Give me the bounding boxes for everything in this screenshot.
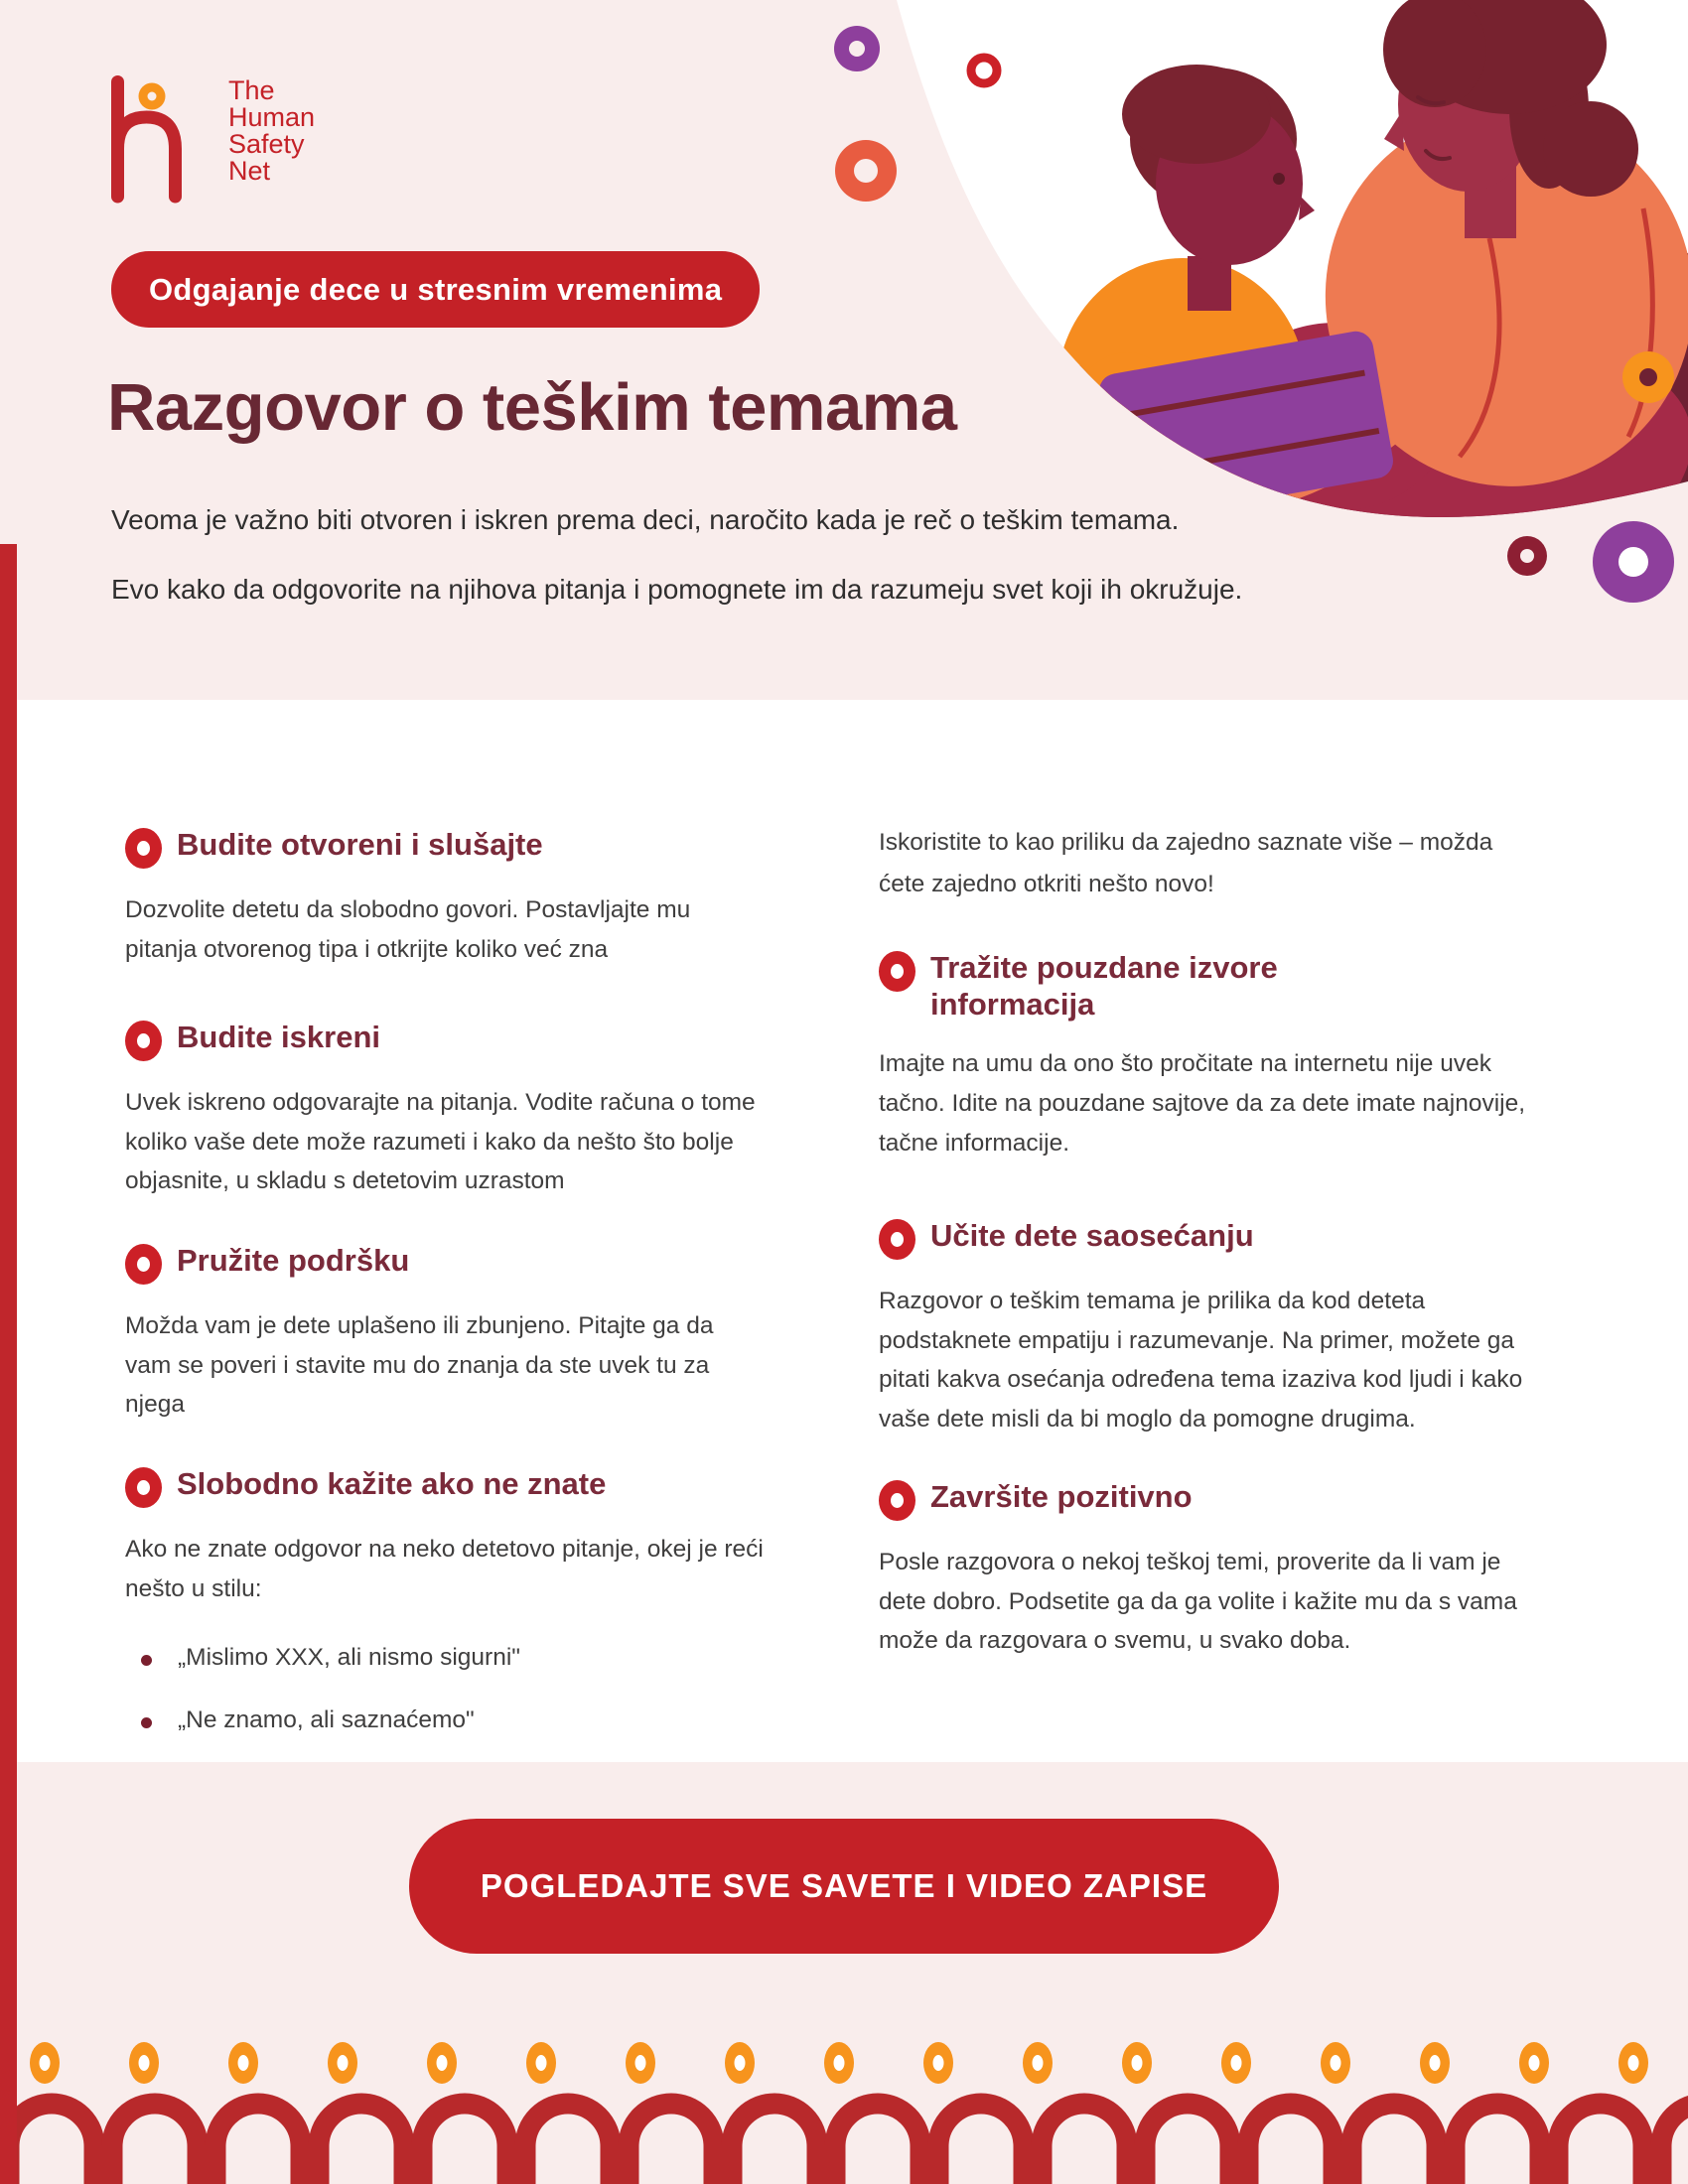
tip-heading-row: [125, 826, 766, 869]
list-item-text: „Ne znamo, ali saznaćemo": [178, 1706, 475, 1734]
left-edge-stripe: [0, 544, 17, 2184]
brand-logo: [111, 69, 315, 208]
dot-hole: [1231, 2055, 1242, 2071]
tip-body: Razgovor o teškim temama je prilika da kod deteta podstaknete empatiju i razumevanje. Na primer, možete ga pitati kakva osećanja određena tema izaziva kod ljudi i kako vaše dete misli da bi moglo da pomogne drugima.: [879, 1288, 1523, 1433]
continuation-paragraph: Iskoristite to kao priliku da zajedno saznate više – možda ćete zajedno otkriti nešto novo!: [879, 829, 1493, 897]
dot-hole: [1033, 2055, 1044, 2071]
dot-hole: [139, 2055, 150, 2071]
o-bullet-icon: [879, 1480, 915, 1521]
tip-heading: Budite otvoreni i slušajte: [177, 827, 543, 862]
net-arch-shape: [112, 2104, 198, 2184]
maroon-donut-icon: [1507, 536, 1547, 576]
tip-heading: Budite iskreni: [177, 1020, 380, 1054]
tip-ucite-saosecanju: [879, 1217, 1534, 1439]
dot-hole: [437, 2055, 448, 2071]
dot-hole: [40, 2055, 51, 2071]
list-dot-icon: [141, 1717, 152, 1728]
tip-heading-row: [879, 949, 1534, 1023]
net-arch-shape: [1248, 2104, 1334, 2184]
dot-hole: [238, 2055, 249, 2071]
large-purple-donut-icon: [1593, 521, 1674, 603]
list-item: [125, 1706, 766, 1734]
net-arch-shape: [835, 2104, 920, 2184]
header: [0, 0, 1688, 700]
net-arch-shape: [1042, 2104, 1127, 2184]
view-all-tips-button[interactable]: POGLEDAJTE SVE SAVETE I VIDEO ZAPISE: [409, 1819, 1279, 1954]
dot-hole: [635, 2055, 646, 2071]
tip-body: Imajte na umu da ono što pročitate na internetu nije uvek tačno. Idite na pouzdane sajtove da za dete imate najnovije, tačne informacije.: [879, 1050, 1526, 1157]
tip-body: Ako ne znate odgovor na neko detetovo pitanje, okej je reći nešto u stilu:: [125, 1536, 764, 1602]
tip-trazite-izvore: [879, 949, 1534, 1162]
net-arch-shape: [938, 2104, 1024, 2184]
tip-heading-row: [125, 1465, 766, 1508]
brand-line: The: [228, 75, 275, 105]
bottom-border-pattern: [0, 2035, 1688, 2184]
dot-hole: [834, 2055, 845, 2071]
couch-donut-icon: [1622, 351, 1674, 403]
tip-heading: Učite dete saosećanju: [930, 1218, 1254, 1253]
net-arch-shape: [1351, 2104, 1437, 2184]
net-arch-shape: [629, 2104, 714, 2184]
tip-heading-row: [125, 1019, 766, 1061]
tip-body: Možda vam je dete uplašeno ili zbunjeno. Pitajte ga da vam se poveri i stavite mu do znanja da ste uvek tu za njega: [125, 1312, 714, 1419]
human-safety-net-logo-icon: [111, 69, 201, 208]
net-arch-shape: [1145, 2104, 1230, 2184]
list-dot-icon: [141, 1655, 152, 1666]
net-arch-shape: [422, 2104, 507, 2184]
tip-budite-otvoreni: [125, 826, 766, 969]
dot-hole: [338, 2055, 349, 2071]
net-arch-shape: [319, 2104, 404, 2184]
dot-hole: [536, 2055, 547, 2071]
topic-badge: Odgajanje dece u stresnim vremenima: [111, 251, 760, 328]
net-arch-shape: [525, 2104, 611, 2184]
dot-hole: [735, 2055, 746, 2071]
net-arch-shape: [732, 2104, 817, 2184]
o-bullet-icon: [125, 1244, 162, 1285]
tip-heading-row: [879, 1217, 1534, 1260]
tips-section: [0, 700, 1688, 1762]
purple-donut-icon: [834, 26, 880, 71]
intro-line-1: Veoma je važno biti otvoren i iskren prema deci, naročito kada je reč o teškim temama.: [111, 504, 1180, 535]
page-title: Razgovor o teškim temama: [107, 370, 957, 445]
dot-hole: [1529, 2055, 1540, 2071]
tip-heading: Slobodno kažite ako ne znate: [177, 1466, 607, 1501]
tip-body: Dozvolite detetu da slobodno govori. Postavljajte mu pitanja otvorenog tipa i otkrijte koliko već zna: [125, 896, 691, 963]
net-arch-shape: [1558, 2104, 1643, 2184]
net-arch-shape: [1661, 2104, 1688, 2184]
tip-body: Posle razgovora o nekoj teškoj temi, proverite da li vam je dete dobro. Podsetite ga da ga volite i kažite mu da s vama može da razgovara o svemu, u svako doba.: [879, 1549, 1517, 1655]
brand-line: Net: [228, 156, 271, 186]
bottom-band: [0, 1762, 1688, 2184]
tip-budite-iskreni: [125, 1019, 766, 1201]
dot-hole: [933, 2055, 944, 2071]
tip-zavrsite-pozitivno: [879, 1478, 1534, 1661]
salmon-donut-icon: [835, 140, 897, 202]
net-arch-shape: [1455, 2104, 1540, 2184]
tip-pruzite-podrsku: [125, 1242, 766, 1425]
dot-hole: [1628, 2055, 1639, 2071]
brand-line: Safety: [228, 129, 305, 159]
o-bullet-icon: [879, 951, 915, 992]
dot-hole: [1331, 2055, 1341, 2071]
brand-line: Human: [228, 102, 316, 132]
tip-heading-row: [879, 1478, 1534, 1521]
o-bullet-icon: [125, 1021, 162, 1061]
list-item-text: „Mislimo XXX, ali nismo sigurni": [178, 1644, 520, 1672]
tip-heading: Pružite podršku: [177, 1243, 410, 1278]
brand-wordmark: [228, 77, 315, 208]
list-item: [125, 1644, 766, 1672]
dot-hole: [1430, 2055, 1441, 2071]
o-bullet-icon: [125, 828, 162, 869]
net-arch-shape: [215, 2104, 301, 2184]
tip-heading: Tražite pouzdane izvore informacija: [930, 950, 1278, 1023]
dot-hole: [1132, 2055, 1143, 2071]
tip-heading-row: [125, 1242, 766, 1285]
o-bullet-icon: [125, 1467, 162, 1508]
o-bullet-icon: [879, 1219, 915, 1260]
tip-heading: Završite pozitivno: [930, 1479, 1193, 1514]
tip-body: Uvek iskreno odgovarajte na pitanja. Vodite računa o tome koliko vaše dete može razumeti i kako da nešto što bolje objasnite, u skladu s detetovim uzrastom: [125, 1089, 756, 1195]
net-arch-shape: [9, 2104, 94, 2184]
intro-line-2: Evo kako da odgovorite na njihova pitanja i pomognete im da razumeju svet koji ih okružuje.: [111, 574, 1243, 605]
